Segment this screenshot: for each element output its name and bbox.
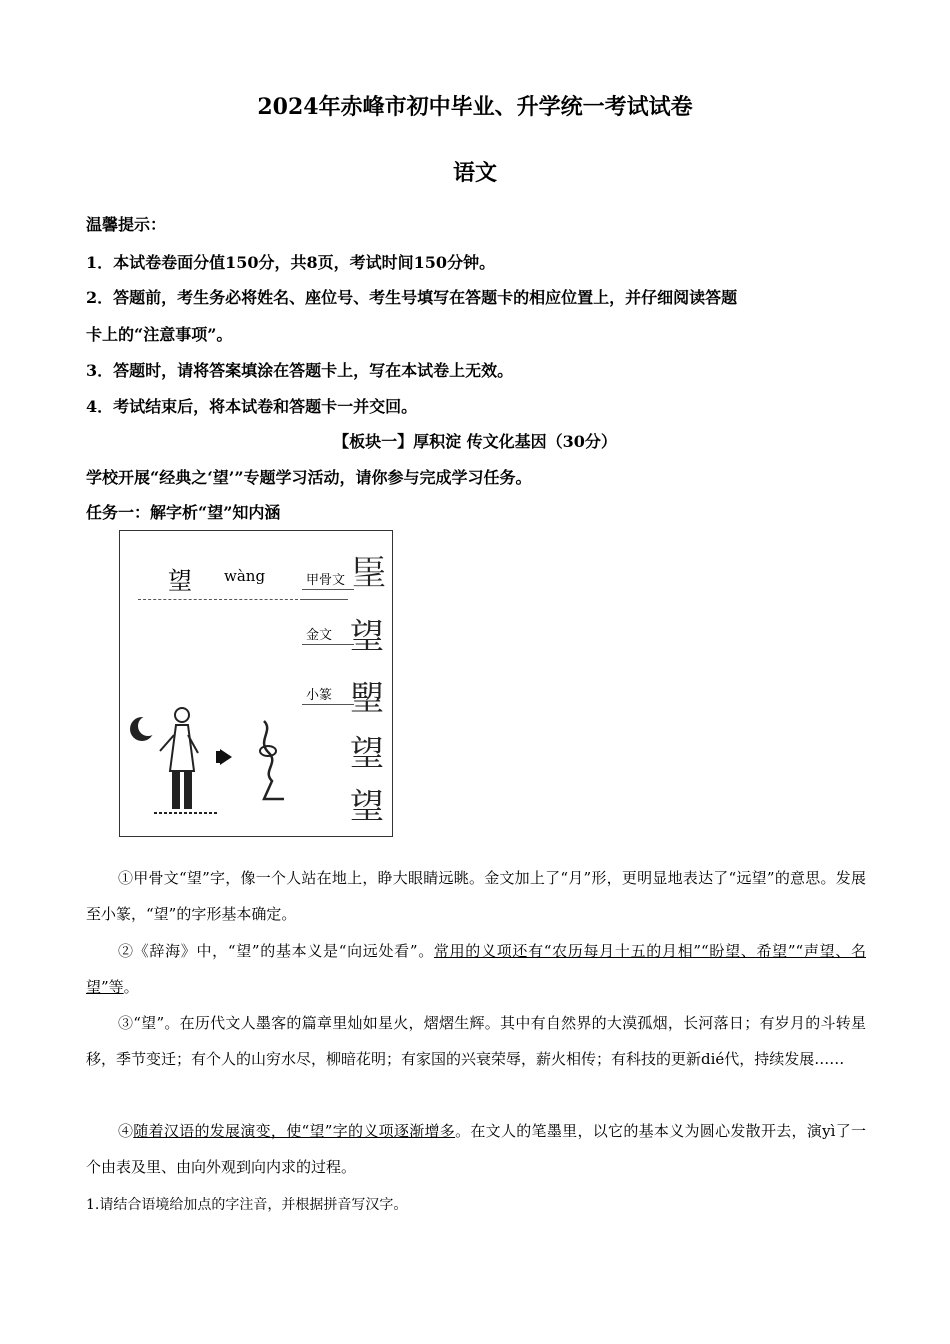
exam-subject: 语文 <box>452 160 497 186</box>
underlined-sentence: 常用的义项还有“农历每月十五的月相”“盼望、希望”“声望、名望”等 <box>86 942 866 996</box>
glyph-kaishu: 望 <box>350 787 384 827</box>
paragraph-3: ③“望”。在历代文人墨客的篇章里灿如星火，熠熠生辉。其中有自然界的大漠孤烟，长河落日；有岁月的斗转星移，季节变迁；有个人的山穷水尽，柳暗花明；有家国的兴衰荣辱，薪火相传；有科技的更新dié代，持续发展…… <box>86 1014 866 1068</box>
paragraph-1: ①甲骨文“望”字，像一个人站在地上，睁大眼睛远眺。金文加上了“月”形，更明显地表达了“远望”的意思。发展至小篆，“望”的字形基本确定。 <box>86 869 866 923</box>
glyph-xiaozhuan: 朢 <box>350 679 384 719</box>
tips-heading: 温馨提示： <box>86 215 167 234</box>
divider <box>138 599 298 600</box>
question-1: 1.请结合语境给加点的字注音，并根据拼音写汉字。 <box>86 1197 408 1213</box>
paragraph-2-end: 。 <box>123 978 139 996</box>
exam-title: 2024年赤峰市初中毕业、升学统一考试试卷 <box>257 94 693 120</box>
label-xiaozhuan: 小篆 <box>306 688 333 703</box>
label-jiaguwen: 甲骨文 <box>306 573 346 588</box>
tip-item: 3．答题时，请将答案填涂在答题卡上，写在本试卷上无效。 <box>86 361 514 380</box>
glyph-lishu: 望 <box>350 734 384 774</box>
paragraph-4 <box>86 1113 866 1185</box>
label-jinwen: 金文 <box>306 628 333 643</box>
tip-item: 2．答题前，考生务必将姓名、座位号、考生号填写在答题卡的相应位置上，并仔细阅读答题 <box>86 288 738 307</box>
tip-item: 1．本试卷卷面分值150分，共8页，考试时间150分钟。 <box>86 253 496 272</box>
paragraph-2-text: ②《辞海》中，“望”的基本义是“向远处看”。 <box>118 942 434 960</box>
person-looking-illustration <box>124 701 334 831</box>
glyph-jiaguwen: 𦣠 <box>352 554 386 594</box>
glyph-jinwen: 望 <box>350 617 384 657</box>
paragraph-4-number: ④ <box>118 1122 134 1140</box>
tip-item: 卡上的“注意事项”。 <box>86 325 233 344</box>
paragraph-4-text: 。在文人的笔墨里，以它的基本义为圆心发散开去，演yì了一个由表及里、由向外观到向内求的过程。 <box>86 1122 866 1176</box>
underlined-sentence: 随着汉语的发展演变，使“望”字的义项逐渐增多 <box>133 1122 456 1140</box>
section-intro: 学校开展“经典之‘望’”专题学习活动，请你参与完成学习任务。 <box>86 468 532 487</box>
section-title: 【板块一】厚积淀 传文化基因（30分） <box>333 432 617 451</box>
character-evolution-figure <box>119 530 393 837</box>
divider <box>300 599 348 600</box>
figure-pinyin: wàng <box>224 567 266 585</box>
divider <box>302 589 354 590</box>
task-one-heading: 任务一：解字析“望”知内涵 <box>86 503 281 522</box>
tip-item: 4．考试结束后，将本试卷和答题卡一并交回。 <box>86 397 418 416</box>
paragraph-2 <box>86 933 866 1005</box>
figure-char: 望 <box>168 567 192 595</box>
divider <box>302 644 354 645</box>
